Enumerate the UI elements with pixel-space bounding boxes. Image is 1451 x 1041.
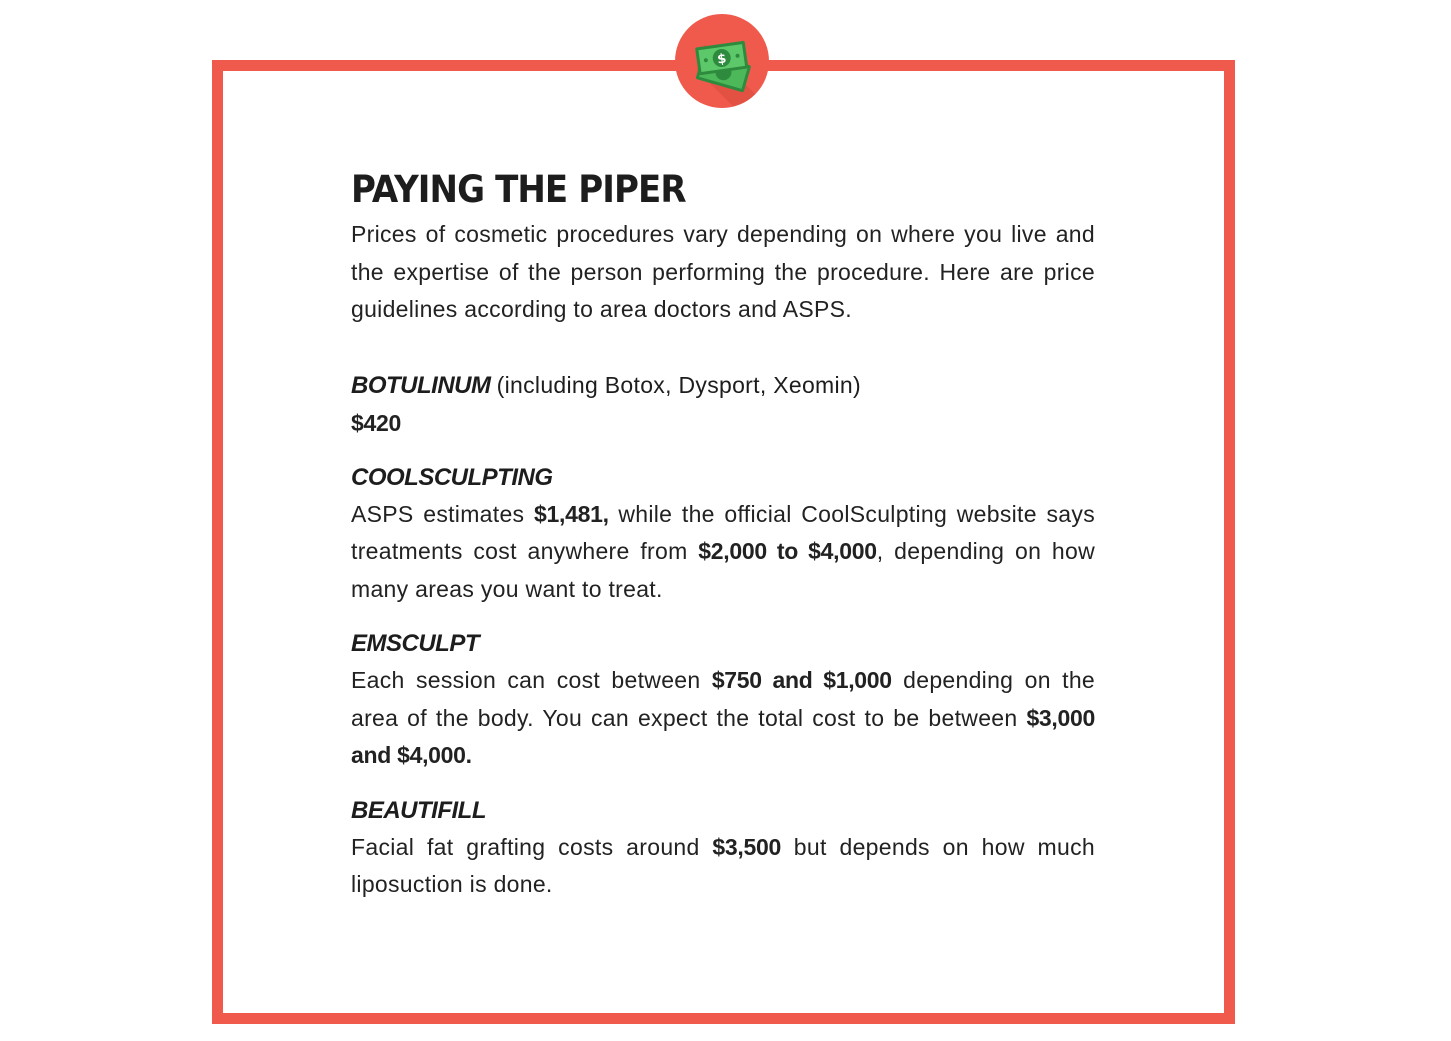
section-coolsculpting	[351, 460, 1095, 609]
beautifill-text-1: Facial fat grafting costs around	[351, 833, 713, 860]
emsculpt-text	[351, 662, 1095, 775]
coolsculpting-price-2: $2,000 to $4,000	[698, 538, 877, 564]
beautifill-price-1: $3,500	[712, 833, 781, 860]
money-bills-icon	[675, 14, 769, 108]
botulinum-price: $420	[351, 409, 401, 436]
article-title: PAYING THE PIPER	[351, 168, 686, 211]
emsculpt-text-1: Each session can cost between	[351, 667, 712, 693]
beautifill-text	[351, 829, 1095, 904]
intro-paragraph: Prices of cosmetic procedures vary depending on where you live and the expertise of the person performing the procedure. Here are price guidelines according to area doctors and ASPS.	[351, 221, 1095, 322]
botulinum-title: BOTULINUM	[351, 371, 491, 399]
coolsculpting-heading: COOLSCULPTING	[351, 463, 553, 491]
botulinum-heading	[351, 367, 1095, 404]
botulinum-note: (including Botox, Dysport, Xeomin)	[496, 371, 861, 398]
emsculpt-price-1: $750 and $1,000	[711, 667, 892, 693]
section-beautifill	[351, 793, 1095, 904]
coolsculpting-text-1: ASPS estimates	[351, 500, 535, 527]
money-badge	[675, 14, 769, 108]
coolsculpting-text-3: , depending on how many areas you want to treat.	[351, 538, 1095, 602]
article-content	[351, 168, 1095, 904]
beautifill-text-2: but depends on how much liposuction is done.	[351, 833, 1095, 897]
section-botulinum	[351, 367, 1095, 442]
coolsculpting-text	[351, 496, 1095, 609]
emsculpt-heading: EMSCULPT	[351, 630, 479, 657]
coolsculpting-price-1: $1,481,	[534, 500, 609, 527]
emsculpt-text-2: depending on the area of the body. You can expect the total cost to be between	[351, 667, 1095, 731]
coolsculpting-text-2: while the official CoolSculpting website says treatments cost anywhere from	[351, 500, 1095, 564]
svg-text:$: $	[716, 51, 728, 68]
emsculpt-price-2: $3,000 and $4,000.	[351, 704, 1095, 768]
section-emsculpt	[351, 626, 1095, 775]
beautifill-heading: BEAUTIFILL	[351, 796, 486, 824]
